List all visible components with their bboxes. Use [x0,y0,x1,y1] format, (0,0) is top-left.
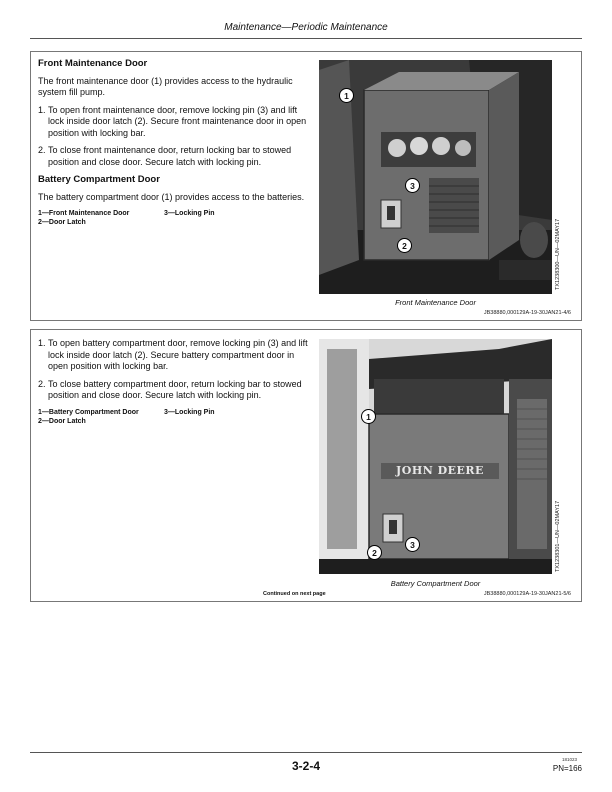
page-header: Maintenance—Periodic Maintenance [224,22,388,33]
continued-note: Continued on next page [263,591,326,597]
callout-3: 3 [405,178,420,193]
figure2-side-code: TX1238301—UN—02MAY17 [555,500,561,572]
section1-legend [38,209,308,227]
legend-item-2: 2—Door Latch [38,417,86,425]
callout-2: 2 [367,545,382,560]
legend-item-1: 1—Front Maintenance Door [38,210,130,217]
battery-compartment-door-photo [319,339,552,574]
section1-intro: The front maintenance door (1) provides access to the hydraulic system fill pump. [38,75,293,97]
john-deere-logo: JOHN DEERE [396,464,484,477]
callout-3: 3 [405,537,420,552]
section1-text [38,58,308,227]
pn-number: PN=166 [552,764,582,773]
section1-steps [38,105,308,169]
section2-legend [38,408,308,426]
section2-step-2: 2. To close battery compartment door, return locking bar to stowed position and close door. Secure latch with locking pin. [38,378,302,400]
callout-1: 1 [339,88,354,103]
section1-intro2: The battery compartment door (1) provides access to the batteries. [38,191,305,202]
section2-reference: JB38880,000129A-19-30JAN21-5/6 [483,591,571,597]
callout-1: 1 [361,409,376,424]
section2-text [38,338,308,426]
section1-step-1: 1. To open front maintenance door, remove locking pin (3) and lift lock inside door latch (2). Secure front maintenance door in open position with locking bar. [38,104,307,138]
figure1-side-code: TX1238300—UN—02MAY17 [555,218,561,290]
section1-reference: JB38880,000129A-19-30JAN21-4/6 [483,310,571,316]
front-maintenance-door-photo [319,60,552,294]
battery-door-illustration [319,339,552,574]
header-rule [30,38,582,39]
figure1-caption: Front Maintenance Door [395,298,476,307]
legend-item-3: 3—Locking Pin [164,408,215,416]
footer-code: 181023 [561,757,577,762]
section1-step-2: 2. To close front maintenance door, return locking bar to stowed position and close door. Secure latch with locking pin. [38,145,292,167]
front-maintenance-door-section [30,51,582,321]
legend-item-1: 1—Battery Compartment Door [38,408,139,416]
battery-compartment-door-section [30,329,582,602]
page-number: 3-2-4 [291,759,320,773]
callout-2: 2 [397,238,412,253]
footer-rule [30,752,582,753]
section2-step-1: 1. To open battery compartment door, remove locking pin (3) and lift lock inside door latch (2). Secure battery compartment door in open position with locking bar. [38,338,308,371]
figure2-caption: Battery Compartment Door [390,579,481,588]
legend-item-3: 3—Locking Pin [164,210,215,217]
section1-heading2: Battery Compartment Door [38,174,160,185]
section1-heading: Front Maintenance Door [38,58,148,69]
section2-steps [38,338,308,402]
legend-item-2: 2—Door Latch [38,219,86,226]
